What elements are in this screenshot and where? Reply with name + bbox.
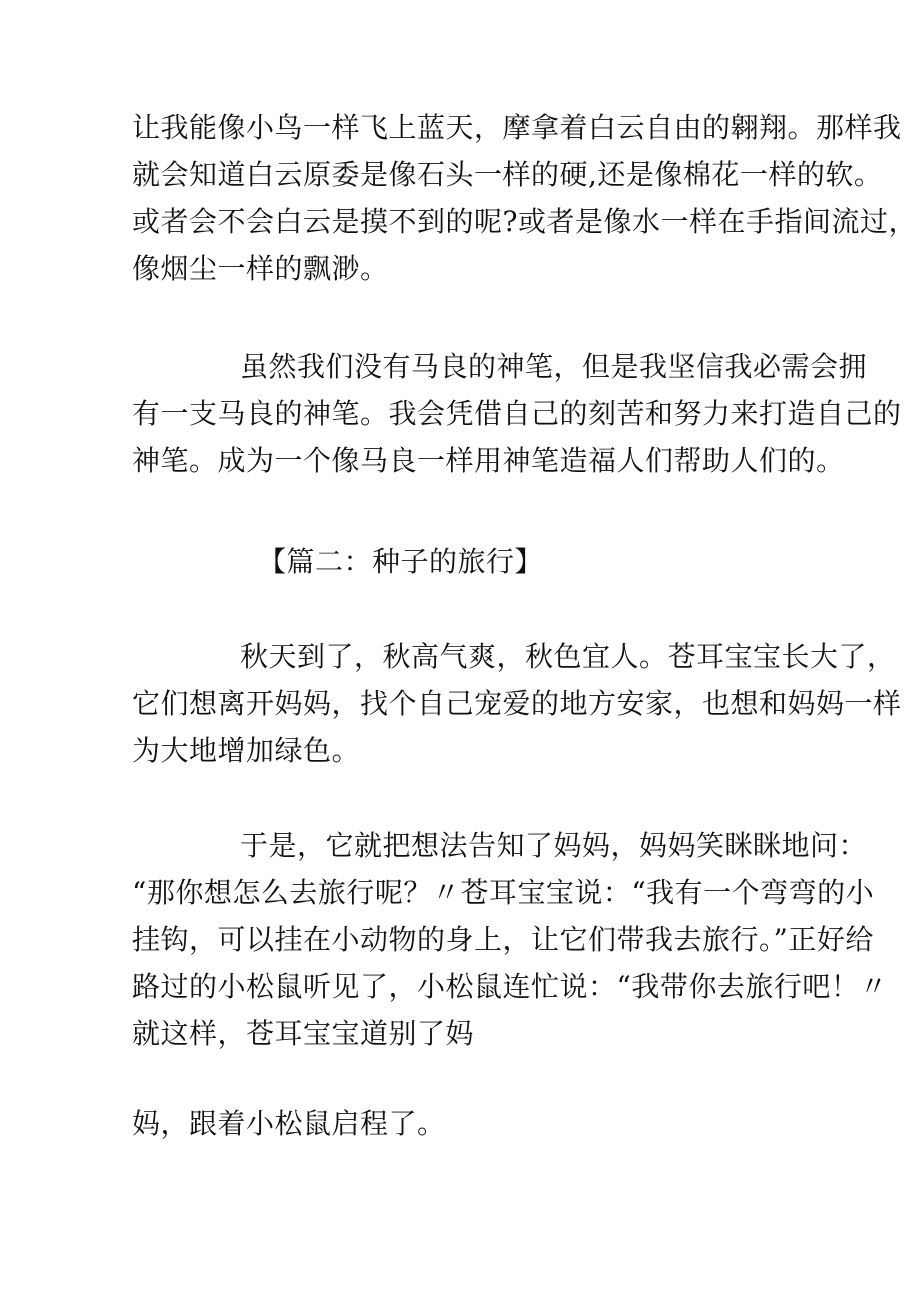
paragraph-line: 于是，它就把想法告知了妈妈，妈妈笑眯眯地问： (240, 829, 868, 862)
paragraph-line: 它们想离开妈妈，找个自己宠爱的地方安家，也想和妈妈一样 (132, 687, 902, 720)
paragraph-line: 秋天到了，秋高气爽，秋色宜人。苍耳宝宝长大了， (240, 640, 896, 673)
paragraph-3 (132, 633, 902, 774)
paragraph-line: 就会知道白云原委是像石头一样的硬,还是像棉花一样的软。 (132, 158, 883, 191)
paragraph-line: 神笔。成为一个像马良一样用神笔造福人们帮助人们的。 (132, 444, 845, 477)
paragraph-line: 有一支马良的神笔。我会凭借自己的刻苦和努力来打造自己的 (132, 397, 902, 430)
paragraph-4 (132, 822, 888, 1057)
paragraph-line: 像烟尘一样的飘渺。 (132, 252, 389, 285)
paragraph-1 (132, 104, 918, 292)
paragraph-5 (132, 1100, 812, 1147)
paragraph-2 (132, 343, 902, 484)
paragraph-line: 妈，跟着小松鼠启程了。 (132, 1107, 446, 1140)
paragraph-line: 为大地增加绿色。 (132, 734, 361, 767)
paragraph-line: 路过的小松鼠听见了，小松鼠连忙说：“我带你去旅行吧！〃 (132, 970, 888, 1003)
paragraph-line: 或者会不会白云是摸不到的呢?或者是像水一样在手指间流过， (132, 205, 918, 238)
paragraph-line: 让我能像小鸟一样飞上蓝天，摩拿着白云自由的翱翔。那样我 (132, 111, 902, 144)
paragraph-line: 挂钩，可以挂在小动物的身上，让它们带我去旅行。”正好给 (132, 923, 874, 956)
paragraph-line: “那你想怎么去旅行呢？〃苍耳宝宝说：“我有一个弯弯的小 (132, 876, 875, 909)
paragraph-line: 就这样，苍耳宝宝道别了妈 (132, 1017, 475, 1050)
paragraph-line: 虽然我们没有马良的神笔，但是我坚信我必需会拥 (240, 350, 868, 383)
section-heading: 【篇二：种子的旅行】 (258, 545, 544, 578)
